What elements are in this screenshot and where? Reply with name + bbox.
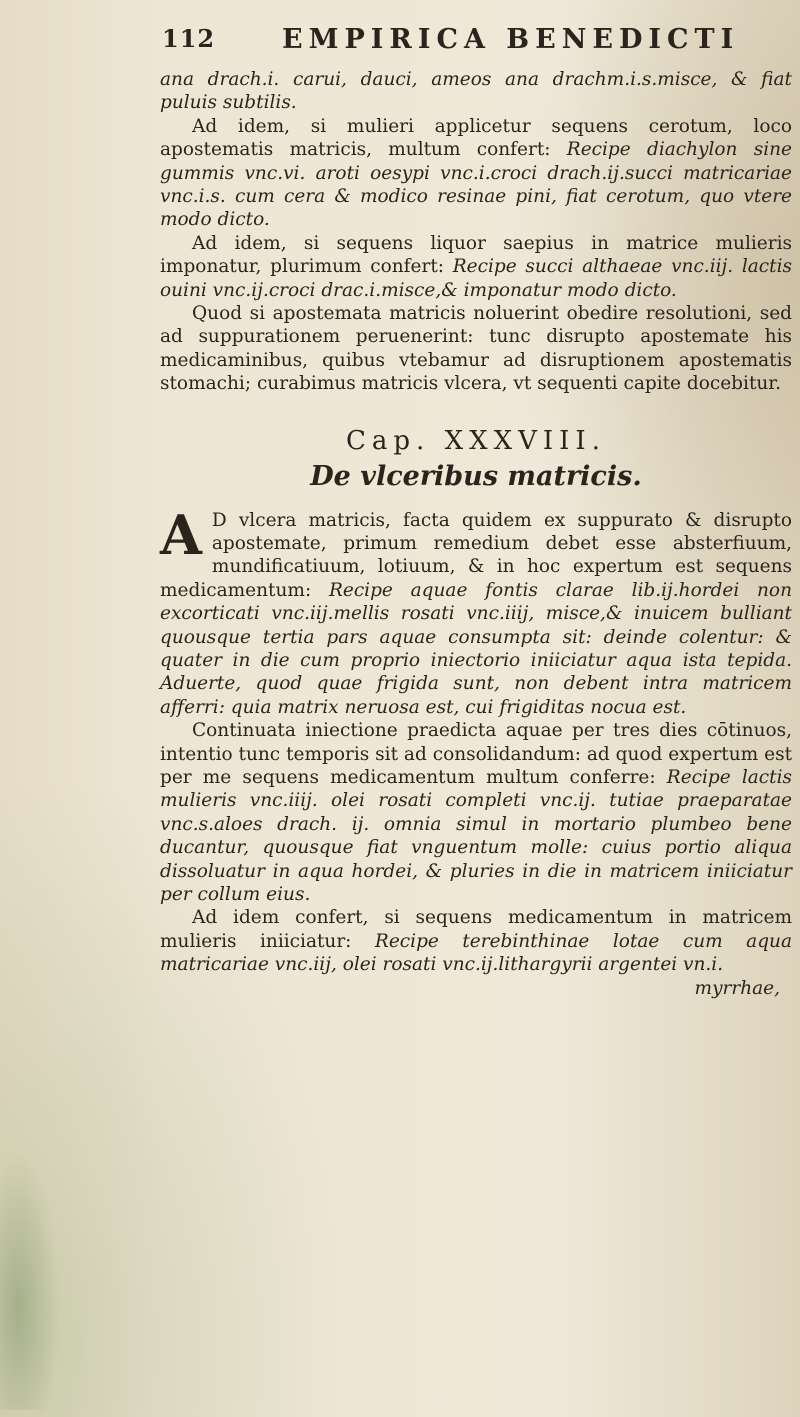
paragraph: Quod si apostemata matricis noluerint obedire resolutioni, sed ad suppurationem peruenerint: tunc disrupto apostemate his medicaminibus, quibus vtebamur ad disruptionem apostematis stomachi; curabimus matricis vlcera, vt sequenti capite docebitur. [160, 303, 792, 395]
paragraph-text: Continuata iniectione praedicta aquae per tres dies cōtinuos, intentio tunc temporis sit ad consolidandum: ad quod expertum est per me sequens medicamentum multum conferre: [160, 720, 792, 788]
paragraph [160, 232, 792, 302]
paragraph [160, 502, 792, 720]
page-header [162, 24, 760, 60]
recipe-text: Recipe lactis mulieris vnc.iiij. olei rosati completi vnc.ij. tutiae praeparatae vnc.s.aloes drach. ij. omnia simul in mortario plumbeo bene ducantur, quousque fiat vnguentum molle: cuius portio aliqua dissoluatur in aqua hordei, & pluries in die in matricem iniiciatur per collum eius. [160, 766, 792, 905]
paragraph [160, 115, 792, 232]
catchword: myrrhae, [694, 977, 780, 999]
paragraph [160, 906, 792, 976]
page-stain [0, 1150, 60, 1410]
page-number: 112 [162, 24, 216, 53]
recipe-continuation: ana drach.i. carui, dauci, ameos ana drachm.i.s.misce, & fiat [160, 69, 792, 90]
chapter-title: De vlceribus matricis. [310, 461, 642, 493]
recipe-text: Recipe aquae fontis clarae lib.ij.hordei non excorticati vnc.iij.mellis rosati vnc.iiij, misce,& inuicem bulliant quousque tertia pars aquae consumpta sit: deinde colentur: & quater in die cum proprio iniectorio iniiciatur aqua ista tepida. Aduerte, quod quae frigida sunt, non debent intra matricem afferri: quia matrix neruosa est, cui frigiditas nocua est. [160, 579, 792, 718]
text-line [160, 68, 792, 115]
paragraph-text: Ad idem, si sequens liquor saepius in matrice mulieris imponatur, plurimum confert: [160, 232, 792, 278]
paragraph-text: D vlcera matricis, facta quidem ex suppurato & disrupto apostemate, primum remedium debet esse absterfiuum, mundificatiuum, lotiuum, & in hoc expertum est sequens medicamentum: [160, 509, 792, 601]
paragraph-text: Ad idem confert, si sequens medicamentum in matricem mulieris iniiciatur: [160, 907, 792, 952]
recipe-end: puluis subtilis. [160, 92, 297, 114]
paragraph-text: Ad idem, si mulieri applicetur sequens cerotum, loco apostematis matricis, multum confert: [160, 115, 792, 161]
recipe-text: Recipe succi althaeae vnc.iij. lactis ouini vnc.ij.croci drac.i.misce,& imponatur modo dicto. [160, 256, 792, 301]
chapter-heading: Cap. XXXVIII. [346, 425, 606, 456]
drop-cap: A [160, 502, 202, 567]
text-body [160, 68, 792, 1000]
recipe-text: Recipe terebinthinae lotae cum aqua matricariae vnc.iij, olei rosati vnc.ij.lithargyrii argentei vn.i. [160, 930, 792, 976]
running-head: EMPIRICA BENEDICTI [282, 24, 740, 55]
recipe-text: Recipe diachylon sine gummis vnc.vi. aroti oesypi vnc.i.croci drach.ij.succi matricariae vnc.i.s. cum cera & modico resinae pini, fiat cerotum, quo vtere modo dicto. [160, 139, 792, 231]
paragraph [160, 719, 792, 906]
